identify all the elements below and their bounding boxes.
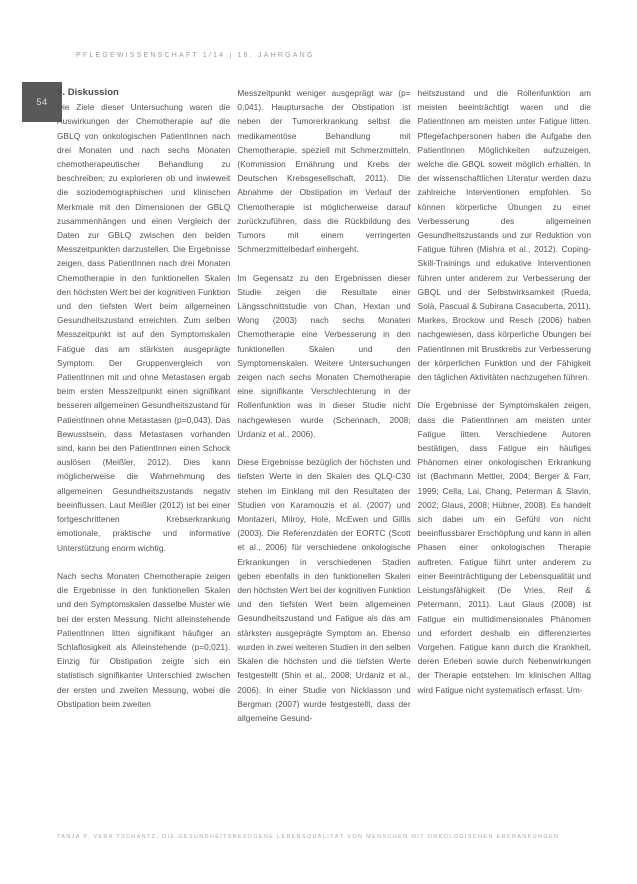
article-body [57, 86, 591, 725]
paragraph: Im Gegensatz zu den Ergebnissen dieser Studie zeigen die Resultate einer Längsschnittstudie von Chan, Hextan und Wong (2003) nach sechs Monaten Chemotherapie eine Verbesserung in den funktionellen Skalen und den Symptomenskalen. Weitere Untersuchungen zeigen nach sechs Monaten Chemotherapie eine signifikante Verschlechterung in der Rollenfunktion was in dieser Studie nicht nachgewiesen wurde (Schennach, 2008; Urdaniz et al., 2006). [237, 272, 411, 439]
paragraph: Diese Ergebnisse bezüglich der höchsten und tiefsten Werte in den Skalen des QLQ-C30 stehen im Einklang mit den Resultaten der Studien von Karamouzis et al. (2007) und Montazeri, Milroy, Hole, McEwen und Gillis (2003). Die Referenzdaten der EORTC (Scott et al., 2006) für verschiedene onkologische Erkrankungen in verschiedenen Stadien geben ebenfalls in den funktionellen Skalen den höchsten Wert bei der kognitiven Funktion und den tiefsten Wert beim allgemeinen Gesundheitszustand und Fatigue als das am stärksten ausgeprägte Symptom an. Ebenso wurden in zwei weiteren Studien in den selben Skalen die höchsten und die tiefsten Werte festgestellt (Shin et al., 2008; Urdaniz et al., 2006). In einer Studie von Nicklasson und Bergman (2007) wurde festgestellt, dass der allgemeine Gesund- [237, 457, 411, 723]
paragraph: Die Ziele dieser Untersuchung waren die Auswirkungen der Chemotherapie auf die GBLQ von onkologischen PatientInnen nach drei Monaten und nach sechs Monaten chemotherapeutischer Behandlung zu beschreiben; zu explorieren ob und inwieweit die soziodemographischen und klinischen Merkmale mit den Dimensionen der GBLQ zusammenhängen und einen Vergleich der Daten zur GBLQ zwischen den beiden Messzeitpunkten darzustellen. Die Ergebnisse zeigen, dass PatientInnen nach drei Monaten Chemotherapie in den funktionellen Skalen den höchsten Wert bei der kognitiven Funktion und den tiefsten Wert beim allgemeinen Gesundheitszustand erreichten. Zum selben Messzeitpunkt ist auf den Symptomskalen Fatigue das am stärksten ausgeprägte Symptom. Der Gruppenvergleich von PatientInnen mit und ohne Metastasen ergab beim ersten Messzeitpunkt einen signifikant besseren allgemeinen Gesundheitszustand für PatientInnen ohne Metastasen (p=0,043). Das Bewusstsein, dass Metastasen vorhanden sind, kann bei den PatientInnen einen Schock auslösen (Meißler, 2012). Dies kann möglicherweise die Wahrnehmung des allgemeinen Gesundheitszustands negativ beeinflussen. Laut Meißler (2012) ist bei einer fortgeschrittenen Krebserkrankung emotionale, praktische und informative Unterstützung enorm wichtig. [57, 102, 231, 553]
footer-citation: TANJA P. VERA TSCHANTZ: DIE GESUNDHEITSBEZOGENE LEBENSQUALITÄT VON MENSCHEN MIT ONKOLOGISCHEN ERKRANKUNGEN [57, 834, 560, 840]
paragraph: heitszustand und die Rollenfunktion am meisten beeinträchtigt waren und die PatientInnen am meisten unter Fatigue litten. Pflegefachpersonen haben die Aufgabe den PatientInnen Möglichkeiten aufzuzeigen, welche die GBQL soweit möglich erhalten. In der wissenschaftlichen Literatur werden dazu zahlreiche Interventionen empfohlen. So können körperliche Übungen zu einer Verbesserung des allgemeinen Gesundheitszustands und zur Reduktion von Fatigue führen (Mishra et al., 2012). Coping-Skill-Trainings und edukative Interventionen führen unter anderem zur Verbesserung der GBQL und der Selbstwirksamkeit (Rueda, Solà, Pascual & Subirana Casacuberta, 2011). Markes, Brockow und Resch (2006) haben nachgewiesen, dass körperliche Übungen bei PatientInnen mit Brustkrebs zur Verbesserung der körperlichen Funktion und der Fähigkeit den täglichen Aktivitäten nachzugehen führen. [417, 88, 591, 383]
column-3 [418, 86, 591, 725]
section-heading: 5. Diskussion [57, 87, 119, 98]
paragraph: Die Ergebnisse der Symptomskalen zeigen, dass die PatientInnen am meisten unter Fatigue litten. Verschiedene Autoren bestätigen, dass Fatigue ein häufiges Phänomen einer onkologischen Erkrankung ist (Bachmann Mettler, 2004; Berger & Farr, 1999; Cella, Lai, Chang, Peterman & Slavin, 2002; Glaus, 2008; Hübner, 2008). Es handelt sich dabei um ein Gefühl von nicht beeinflussbarer Erschöpfung und kann in allen Phasen einer onkologischen Therapie auftreten. Fatigue führt unter anderem zu einer Beeinträchtigung der Lebensqualität und Leistungsfähigkeit (De Vries, Reif & Petermann, 2011). Laut Glaus (2008) ist Fatigue ein multidimensionales Phänomen und erfordert deshalb ein differenziertes Vorgehen. Fatigue kann durch die Krankheit, deren Erleben sowie durch Nebenwirkungen der Therapie entstehen. Im klinischen Alltag wird Fatigue nicht systematisch erfasst. Um- [417, 400, 591, 695]
paragraph: Nach sechs Monaten Chemotherapie zeigen die Ergebnisse in den funktionellen Skalen und den Symptomskalen dasselbe Muster wie bei der ersten Messung. Nicht alleinstehende PatientInnen litten signifikant häufiger an Schlaflosigkeit als Alleinstehende (p=0,021). Einzig für Obstipation zeigte sich ein statistisch signifikanter Unterschied zwischen der ersten und zweiten Messung, wobei die Obstipation beim zweiten [57, 570, 231, 709]
column-2 [237, 86, 410, 725]
paragraph: Messzeitpunkt weniger ausgeprägt war (p= 0,041). Hauptursache der Obstipation ist neben der Tumorerkrankung selbst die medikamentöse Behandlung mit Chemotherapie, speziell mit Schmerzmitteln. (Kommission Ernährung und Krebs der Deutschen Krebsgesellschaft, 2011). Die Abnahme der Obstipation im Verlauf der Chemotherapie ist möglicherweise darauf zurückzuführen, dass die Rückbildung des Tumors mit einem verringerten Schmerzmittelbedarf einhergeht. [237, 88, 411, 255]
column-1 [57, 86, 230, 725]
running-header: PFLEGEWISSENSCHAFT 1/14 | 16. JAHRGANG [76, 52, 315, 59]
page-number-badge [22, 82, 62, 122]
page-number: 54 [36, 96, 48, 108]
